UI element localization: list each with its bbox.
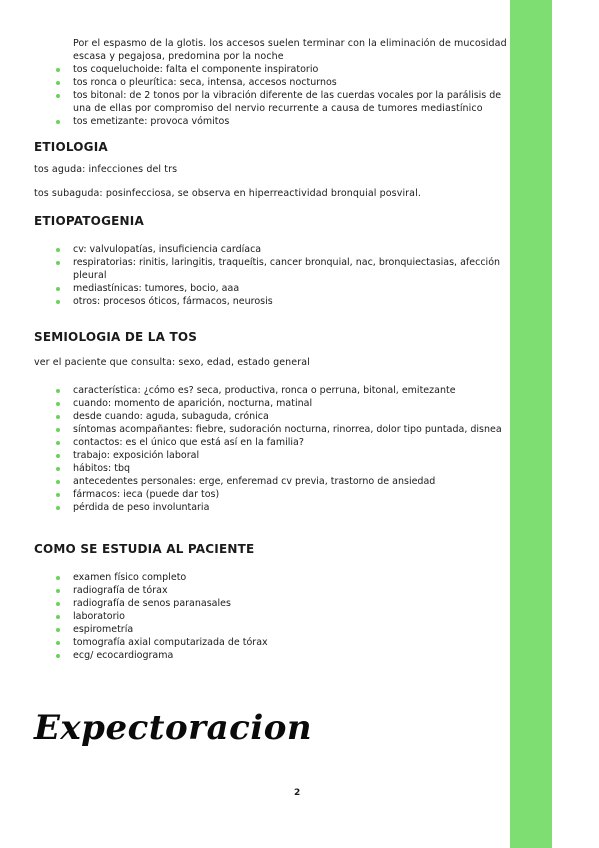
list-item: característica: ¿cómo es? seca, productiva, ronca o perruna, bitonal, emitezante [73, 385, 456, 397]
etiologia-line-2: tos subaguda: posinfecciosa, se observa en hiperreactividad bronquial posviral. [34, 188, 421, 199]
section-heading-semiologia: SEMIOLOGIA DE LA TOS [34, 330, 198, 344]
list-item: cv: valvulopatías, insuficiencia cardíaca [73, 244, 261, 256]
bullet-icon [56, 506, 60, 510]
section-heading-etiopatogenia: ETIOPATOGENIA [34, 214, 144, 228]
bullet-icon [56, 81, 60, 85]
bullet-icon [56, 300, 60, 304]
list-item-continuation: una de ellas por compromiso del nervio recurrente a causa de tumores mediastínico [73, 103, 483, 114]
list-item: tomografía axial computarizada de tórax [73, 637, 268, 649]
bullet-icon [56, 402, 60, 406]
continuation-line-2: escasa y pegajosa, predomina por la noche [73, 51, 284, 62]
page-number: 2 [294, 788, 301, 798]
bullet-icon [56, 94, 60, 98]
bullet-icon [56, 415, 60, 419]
bullet-icon [56, 602, 60, 606]
list-item: cuando: momento de aparición, nocturna, matinal [73, 398, 312, 410]
bullet-icon [56, 589, 60, 593]
list-item: trabajo: exposición laboral [73, 450, 199, 462]
list-item: hábitos: tbq [73, 463, 130, 475]
list-item: desde cuando: aguda, subaguda, crónica [73, 411, 269, 423]
list-item: radiografía de senos paranasales [73, 598, 231, 610]
bullet-icon [56, 576, 60, 580]
bullet-icon [56, 441, 60, 445]
list-item-continuation: pleural [73, 270, 107, 281]
list-item: examen físico completo [73, 572, 186, 584]
list-item: contactos: es el único que está así en la familia? [73, 437, 304, 449]
list-item: respiratorias: rinitis, laringitis, traqueítis, cancer bronquial, nac, bronquiectasias, afección [73, 257, 500, 269]
bullet-icon [56, 261, 60, 265]
bullet-icon [56, 287, 60, 291]
list-item: tos bitonal: de 2 tonos por la vibración diferente de las cuerdas vocales por la parálisis de [73, 90, 501, 102]
bullet-icon [56, 628, 60, 632]
list-item: otros: procesos óticos, fármacos, neurosis [73, 296, 273, 308]
list-item: espirometría [73, 624, 133, 636]
bullet-icon [56, 654, 60, 658]
expectoracion-title: Expectoracion [34, 708, 313, 748]
bullet-icon [56, 467, 60, 471]
list-item: laboratorio [73, 611, 125, 623]
continuation-line-1: Por el espasmo de la glotis. los accesos suelen terminar con la eliminación de mucosidad [73, 38, 507, 49]
etiologia-line-1: tos aguda: infecciones del trs [34, 164, 178, 175]
bullet-icon [56, 68, 60, 72]
bullet-icon [56, 454, 60, 458]
bullet-icon [56, 248, 60, 252]
list-item: tos coqueluchoide: falta el componente inspiratorio [73, 64, 318, 76]
section-heading-etiologia: ETIOLOGIA [34, 140, 108, 154]
bullet-icon [56, 428, 60, 432]
list-item: fármacos: ieca (puede dar tos) [73, 489, 219, 501]
list-item: síntomas acompañantes: fiebre, sudoración nocturna, rinorrea, dolor tipo puntada, disnea [73, 424, 502, 436]
bullet-icon [56, 641, 60, 645]
list-item: tos ronca o pleurítica: seca, intensa, accesos nocturnos [73, 77, 337, 89]
bullet-icon [56, 493, 60, 497]
bullet-icon [56, 120, 60, 124]
list-item: mediastínicas: tumores, bocio, aaa [73, 283, 239, 295]
list-item: ecg/ ecocardiograma [73, 650, 173, 662]
bullet-icon [56, 615, 60, 619]
list-item: pérdida de peso involuntaria [73, 502, 209, 514]
bullet-icon [56, 480, 60, 484]
list-item: tos emetizante: provoca vómitos [73, 116, 229, 128]
list-item: antecedentes personales: erge, enferemad cv previa, trastorno de ansiedad [73, 476, 435, 488]
section-heading-estudio: COMO SE ESTUDIA AL PACIENTE [34, 542, 255, 556]
bullet-icon [56, 389, 60, 393]
list-item: radiografía de tórax [73, 585, 168, 597]
semiologia-intro: ver el paciente que consulta: sexo, edad, estado general [34, 357, 310, 368]
